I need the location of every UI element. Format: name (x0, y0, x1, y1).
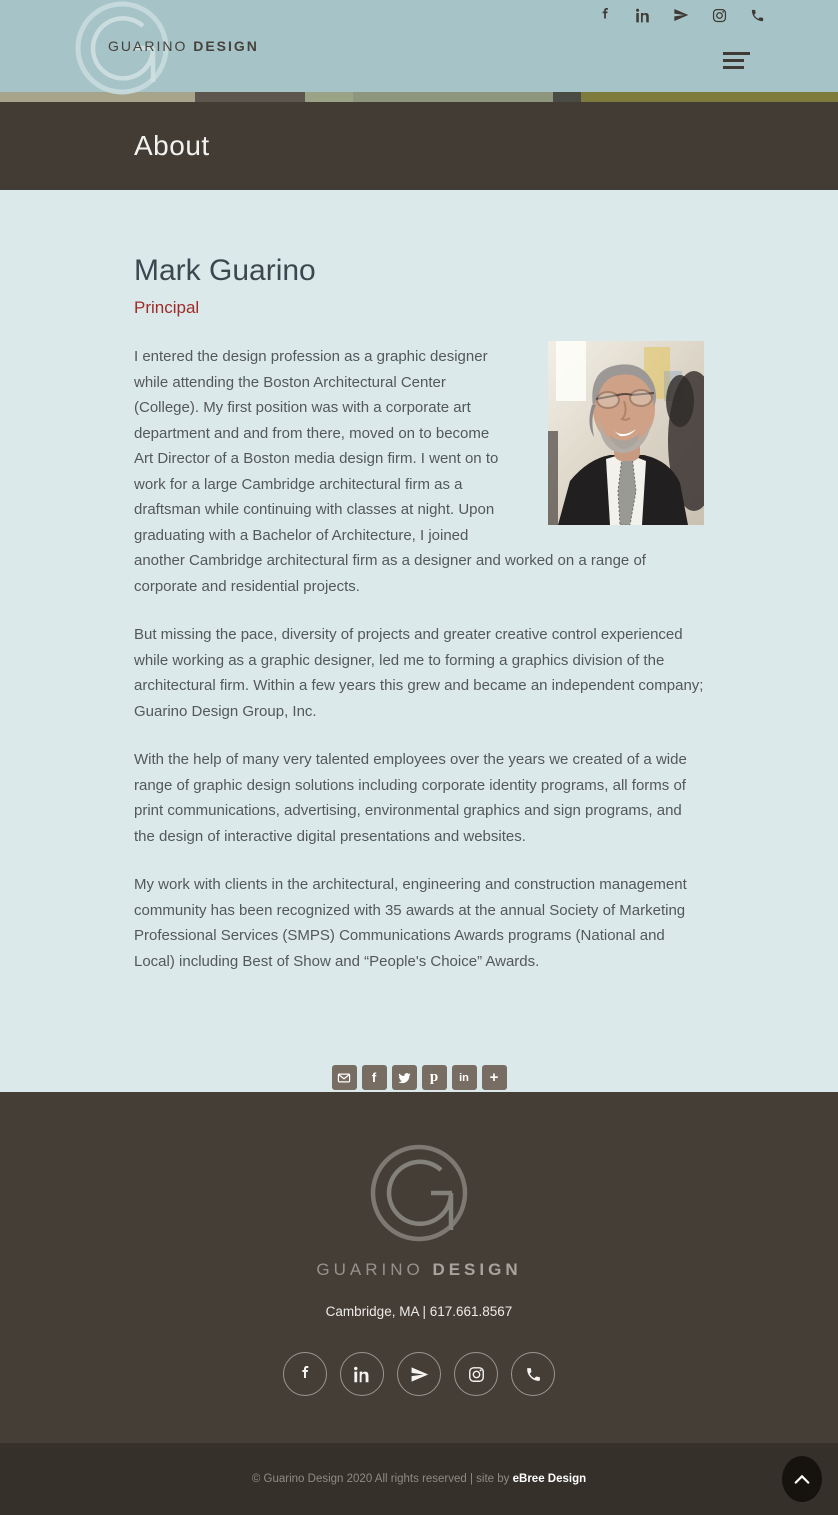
footer-contact: Cambridge, MA | 617.661.8567 (325, 1304, 513, 1319)
bio-paragraph: With the help of many very talented employees over the years we created of a wide range of graphic design solutions including corporate identity programs, all forms of print communications, advertising, environmental graphics and sign programs, and the design of interactive digital presentations and websites. (134, 751, 687, 845)
telegram-icon[interactable] (673, 7, 689, 23)
brand-name[interactable] (108, 38, 259, 54)
phone-icon[interactable] (749, 7, 765, 23)
instagram-icon[interactable] (711, 7, 727, 23)
telegram-icon[interactable] (397, 1352, 441, 1396)
pinterest-icon: p (429, 1069, 439, 1085)
page-title: About (134, 130, 210, 161)
profile-role: Principal (134, 298, 200, 317)
bio-paragraph: But missing the pace, diversity of projects and greater creative control experienced while working as a graphic designer, led me to forming a graphics division of the architectural firm. Within a few years this grew and became an independent company; Guarino Design Group, Inc. (134, 626, 704, 720)
hamburger-menu-icon[interactable] (723, 52, 750, 69)
brand-name-bold: DESIGN (193, 38, 259, 54)
share-buttons-row (134, 1065, 704, 1090)
share-facebook-button[interactable] (362, 1065, 387, 1090)
brand-name-regular: GUARINO (108, 38, 188, 54)
stripe-segment (581, 92, 838, 102)
brand-logo-mark[interactable] (64, 0, 184, 124)
site-credit-link[interactable]: eBree Design (512, 1473, 587, 1485)
facebook-icon[interactable] (283, 1352, 327, 1396)
share-linkedin-button[interactable] (452, 1065, 477, 1090)
header-social-links (597, 7, 765, 23)
bio-section (134, 344, 704, 997)
site-header (0, 0, 838, 92)
copyright-text (252, 1473, 586, 1485)
footer-logo-mark (363, 1142, 475, 1252)
bio-paragraph: My work with clients in the architectural, engineering and construction management community has been recognized with 35 awards at the annual Society of Marketing Professional Services (SMPS) Communications Awards programs (National and Local) including Best of Show and “People's Choice” Awards. (134, 876, 687, 970)
footer-brand-regular: GUARINO (316, 1260, 424, 1279)
linkedin-icon[interactable] (635, 7, 651, 23)
twitter-icon (397, 1071, 411, 1085)
main-content (0, 190, 838, 1092)
facebook-icon[interactable] (597, 7, 613, 23)
bottom-bar (0, 1443, 838, 1515)
linkedin-icon: in (459, 1071, 469, 1084)
stripe-segment (195, 92, 305, 102)
footer-social-links (283, 1352, 555, 1396)
chevron-up-icon (793, 1473, 811, 1485)
linkedin-icon[interactable] (340, 1352, 384, 1396)
footer-brand-name (316, 1260, 521, 1280)
footer-brand-bold: DESIGN (432, 1260, 522, 1279)
plus-icon: + (489, 1069, 499, 1086)
scroll-to-top-button[interactable] (782, 1456, 822, 1502)
portrait-photo (548, 341, 704, 525)
stripe-segment (353, 92, 553, 102)
email-icon (337, 1071, 351, 1085)
share-twitter-button[interactable] (392, 1065, 417, 1090)
site-footer (0, 1092, 838, 1443)
stripe-segment (305, 92, 353, 102)
phone-icon[interactable] (511, 1352, 555, 1396)
bio-paragraph: I entered the design profession as a graphic designer while attending the Boston Architectural Center (College). My first position was with a corporate art department and and from there, moved on to become Art Director of a Boston media design firm. I went on to work for a large Cambridge architectural firm as a draftsman while continuing with classes at night. Upon graduating with a Bachelor of Architecture, I joined another Cambridge architectural firm as a designer and worked on a range of corporate and residential projects. (134, 348, 646, 595)
profile-name: Mark Guarino (134, 254, 316, 287)
facebook-icon: f (371, 1070, 377, 1085)
instagram-icon[interactable] (454, 1352, 498, 1396)
share-pinterest-button[interactable] (422, 1065, 447, 1090)
share-more-button[interactable] (482, 1065, 507, 1090)
copyright-prefix: © Guarino Design 2020 All rights reserved | site by (251, 1473, 513, 1485)
share-email-button[interactable] (332, 1065, 357, 1090)
stripe-segment (553, 92, 581, 102)
